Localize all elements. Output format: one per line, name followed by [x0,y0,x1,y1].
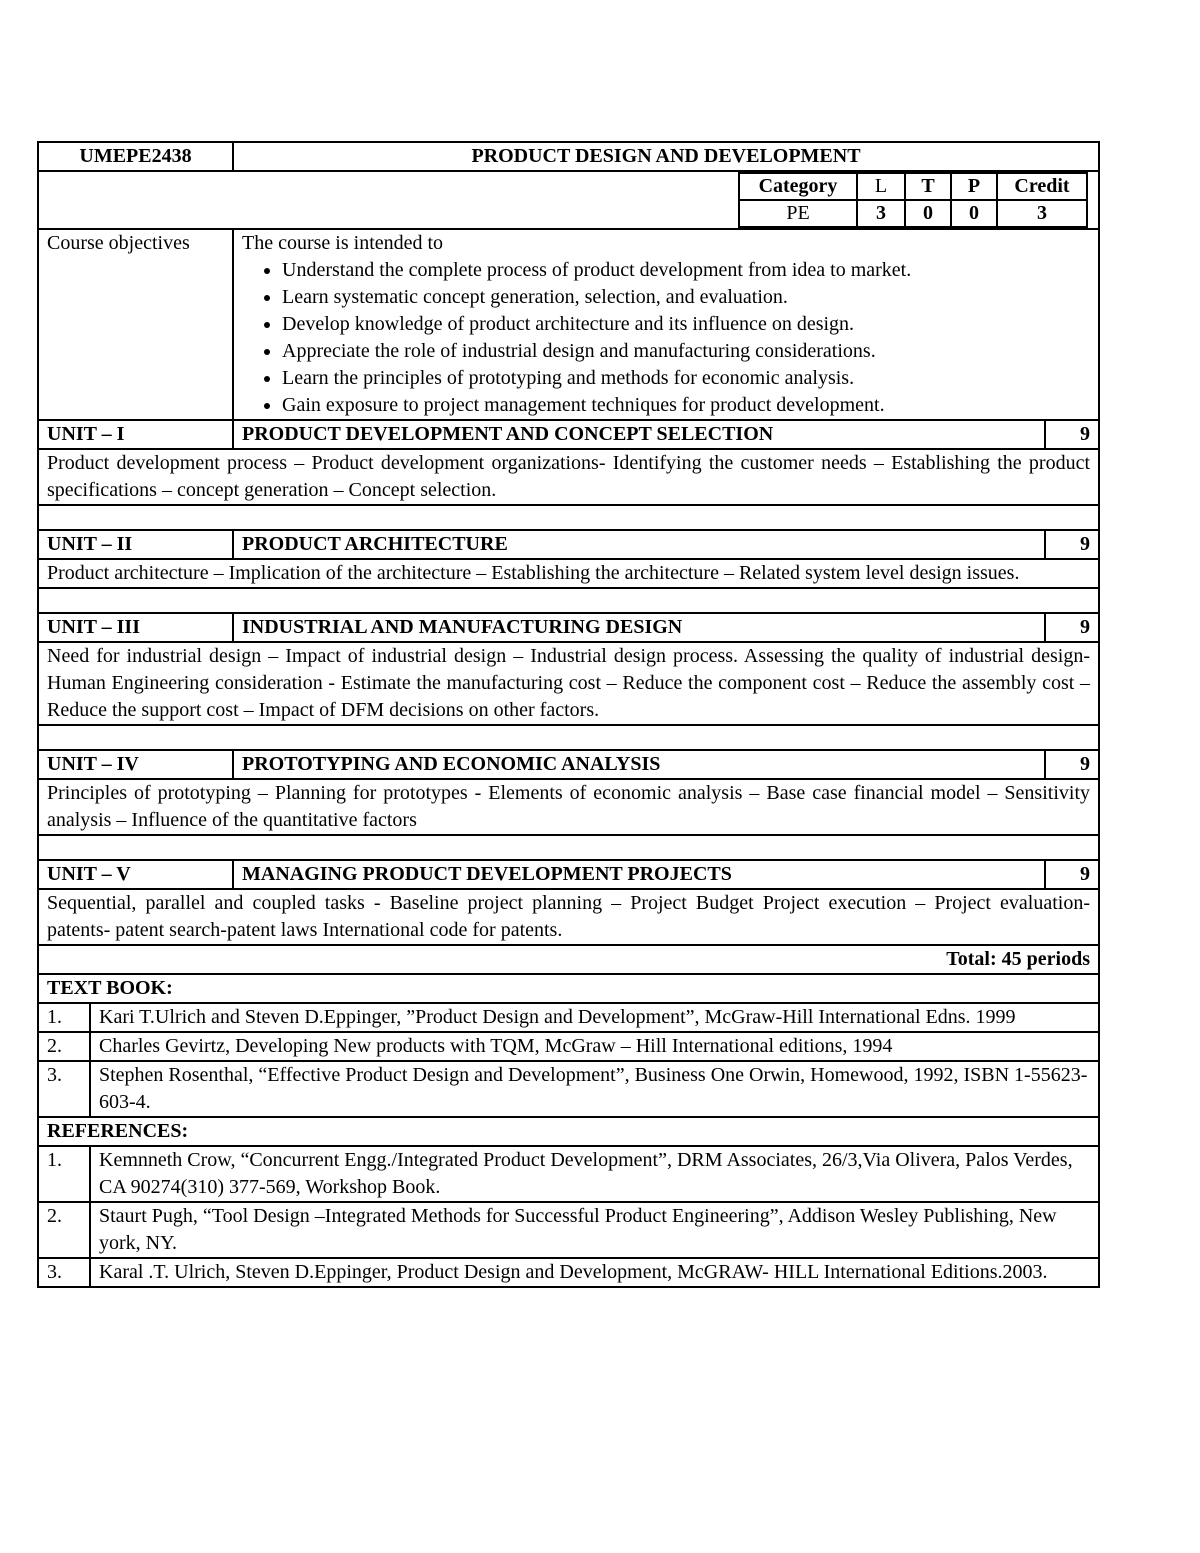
unit-2-title: PRODUCT ARCHITECTURE [233,530,1045,559]
objective-item: • Learn systematic concept generation, selection, and evaluation. [282,284,1090,311]
unit-3-title: INDUSTRIAL AND MANUFACTURING DESIGN [233,613,1045,642]
textbook-row [38,1032,1099,1061]
textbook-row [38,1003,1099,1032]
unit-2-hours: 9 [1045,530,1099,559]
credits-header-p: P [951,173,997,200]
unit-5-content-row [38,889,1099,945]
unit-4-title: PROTOTYPING AND ECONOMIC ANALYSIS [233,750,1045,779]
textbook-number: 1. [38,1003,90,1032]
objectives-label: Course objectives [38,229,233,420]
unit-5-header [38,860,1099,889]
reference-number: 2. [38,1202,90,1258]
reference-number: 1. [38,1146,90,1202]
total-periods: Total: 45 periods [38,945,1099,974]
credits-value-credit: 3 [997,200,1087,227]
course-code: UMEPE2438 [38,142,233,171]
textbook-text: Charles Gevirtz, Developing New products with TQM, McGraw – Hill International editions, 1994 [90,1032,1099,1061]
objective-item: • Appreciate the role of industrial design and manufacturing considerations. [282,338,1090,365]
unit-3-hours: 9 [1045,613,1099,642]
unit-1-hours: 9 [1045,420,1099,449]
unit-3-header [38,613,1099,642]
credits-value-category: PE [739,200,857,227]
reference-text: Staurt Pugh, “Tool Design –Integrated Methods for Successful Product Engineering”, Addison Wesley Publishing, New york, NY. [90,1202,1099,1258]
spacer-row [38,588,1099,613]
reference-text: Karal .T. Ulrich, Steven D.Eppinger, Product Design and Development, McGRAW- HILL International Editions.2003. [90,1258,1099,1287]
unit-3-content: Need for industrial design – Impact of industrial design – Industrial design process. Assessing the quality of industrial design- Human Engineering consideration - Estimate the manufacturing cost – Reduce the component cost – Reduce the assembly cost – Reduce the support cost – Impact of DFM decisions on other factors. [38,642,1099,725]
textbook-number: 2. [38,1032,90,1061]
unit-4-header [38,750,1099,779]
credits-value-row [739,200,1087,227]
textbooks-heading-row [38,974,1099,1003]
objective-item: • Develop knowledge of product architecture and its influence on design. [282,311,1090,338]
spacer-row [38,725,1099,750]
credits-cell [38,171,1099,229]
reference-row [38,1258,1099,1287]
unit-5-content: Sequential, parallel and coupled tasks - Baseline project planning – Project Budget Project execution – Project evaluation- patents- patent search-patent laws International code for patents. [38,889,1099,945]
textbook-number: 3. [38,1061,90,1117]
unit-1-content: Product development process – Product development organizations- Identifying the customer needs – Establishing the product specifications – concept generation – Concept selection. [38,449,1099,505]
spacer-row [38,505,1099,530]
credits-header-l: L [857,173,905,200]
unit-4-content: Principles of prototyping – Planning for prototypes - Elements of economic analysis – Base case financial model – Sensitivity analysis – Influence of the quantitative factors [38,779,1099,835]
credits-header-category: Category [739,173,857,200]
credits-value-l: 3 [857,200,905,227]
credits-value-p: 0 [951,200,997,227]
reference-row [38,1202,1099,1258]
reference-number: 3. [38,1258,90,1287]
credits-header-row [739,173,1087,200]
unit-3-content-row [38,642,1099,725]
objectives-list [242,257,1090,419]
credits-header-credit: Credit [997,173,1087,200]
objective-item: • Understand the complete process of product development from idea to market. [282,257,1090,284]
total-row [38,945,1099,974]
objectives-intro: The course is intended to [242,232,444,254]
unit-2-content: Product architecture – Implication of the architecture – Establishing the architecture – Related system level design issues. [38,559,1099,588]
unit-1-label: UNIT – I [38,420,233,449]
reference-row [38,1146,1099,1202]
credits-row [38,171,1099,229]
unit-2-label: UNIT – II [38,530,233,559]
unit-2-header [38,530,1099,559]
objectives-row [38,229,1099,420]
unit-1-title: PRODUCT DEVELOPMENT AND CONCEPT SELECTION [233,420,1045,449]
credits-header-t: T [905,173,951,200]
reference-text: Kemnneth Crow, “Concurrent Engg./Integrated Product Development”, DRM Associates, 26/3,Via Olivera, Palos Verdes, CA 90274(310) 377-569, Workshop Book. [90,1146,1099,1202]
references-heading: REFERENCES: [38,1117,1099,1146]
textbook-text: Kari T.Ulrich and Steven D.Eppinger, ”Product Design and Development”, McGraw-Hill International Edns. 1999 [90,1003,1099,1032]
credits-value-t: 0 [905,200,951,227]
unit-4-content-row [38,779,1099,835]
textbook-row [38,1061,1099,1117]
unit-3-label: UNIT – III [38,613,233,642]
objective-item: • Learn the principles of prototyping and methods for economic analysis. [282,365,1090,392]
credits-table [738,172,1088,228]
unit-1-header [38,420,1099,449]
course-header-row [38,142,1099,171]
unit-2-content-row [38,559,1099,588]
unit-5-title: MANAGING PRODUCT DEVELOPMENT PROJECTS [233,860,1045,889]
syllabus-table [37,141,1100,1288]
objective-item: • Gain exposure to project management techniques for product development. [282,392,1090,419]
textbook-text: Stephen Rosenthal, “Effective Product Design and Development”, Business One Orwin, Homewood, 1992, ISBN 1-55623-603-4. [90,1061,1099,1117]
unit-5-label: UNIT – V [38,860,233,889]
textbooks-heading: TEXT BOOK: [38,974,1099,1003]
unit-4-label: UNIT – IV [38,750,233,779]
unit-1-content-row [38,449,1099,505]
references-heading-row [38,1117,1099,1146]
spacer-row [38,835,1099,860]
unit-4-hours: 9 [1045,750,1099,779]
objectives-cell [233,229,1099,420]
unit-5-hours: 9 [1045,860,1099,889]
course-title: PRODUCT DESIGN AND DEVELOPMENT [233,142,1099,171]
